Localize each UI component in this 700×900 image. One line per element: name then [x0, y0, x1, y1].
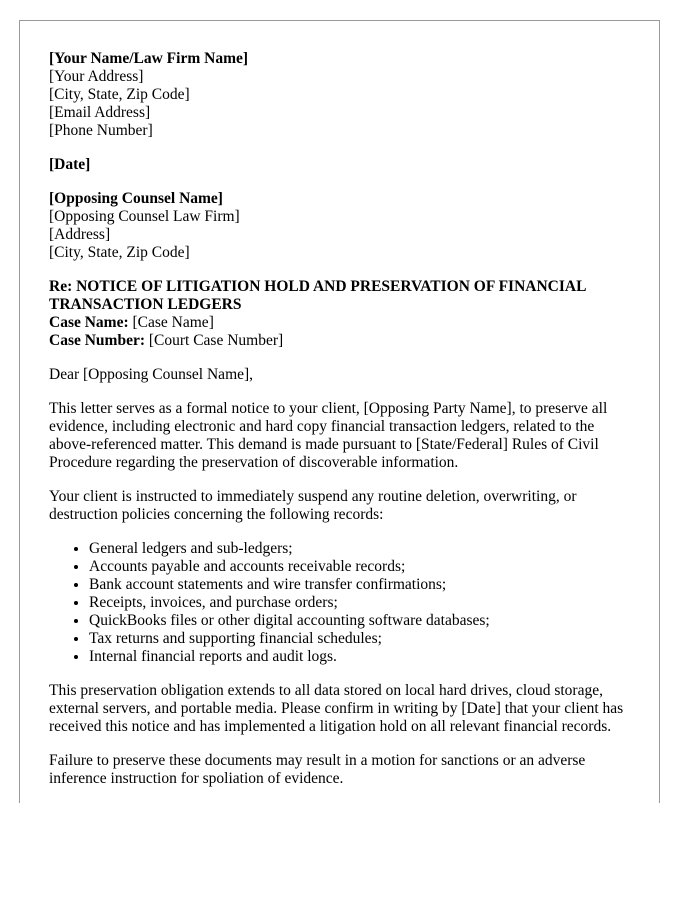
sender-block — [49, 50, 634, 140]
case-number-value: [Court Case Number] — [145, 332, 284, 349]
case-name-line — [49, 314, 634, 332]
sender-name-firm: [Your Name/Law Firm Name] — [49, 50, 249, 67]
sender-phone: [Phone Number] — [49, 122, 153, 139]
recipient-city-state-zip: [City, State, Zip Code] — [49, 244, 190, 261]
case-number-line — [49, 332, 634, 350]
paragraph-sanctions: Failure to preserve these documents may result in a motion for sanctions or an adverse inference instruction for spoliation of evidence. — [49, 752, 586, 787]
case-name-label: Case Name: — [49, 314, 129, 331]
list-item: • Receipts, invoices, and purchase orders; — [89, 594, 634, 612]
salutation: Dear [Opposing Counsel Name], — [49, 366, 254, 383]
sender-email: [Email Address] — [49, 104, 151, 121]
list-item: • Bank account statements and wire transfer confirmations; — [89, 576, 634, 594]
recipient-name: [Opposing Counsel Name] — [49, 190, 223, 207]
recipient-law-firm: [Opposing Counsel Law Firm] — [49, 208, 240, 225]
list-item: • QuickBooks files or other digital accounting software databases; — [89, 612, 634, 630]
letter-page — [19, 20, 660, 803]
paragraph-instruction: Your client is instructed to immediately suspend any routine deletion, overwriting, or destruction policies concerning the following records: — [49, 488, 577, 523]
paragraph-notice: This letter serves as a formal notice to your client, [Opposing Party Name], to preserve all evidence, including electronic and hard copy financial transaction ledgers, related to the above-referenced matter. This demand is made pursuant to [State/Federal] Rules of Civil Procedure regarding the preservation of discoverable information. — [49, 400, 608, 471]
list-item: • Internal financial reports and audit logs. — [89, 648, 634, 666]
sender-address: [Your Address] — [49, 68, 144, 85]
letter-body — [49, 50, 634, 803]
list-item: • Accounts payable and accounts receivable records; — [89, 558, 634, 576]
letter-date: [Date] — [49, 156, 91, 173]
paragraph-obligation: This preservation obligation extends to all data stored on local hard drives, cloud storage, external servers, and portable media. Please confirm in writing by [Date] that your client has received this notice and has implemented a litigation hold on all relevant financial records. — [49, 682, 624, 735]
date-block — [49, 156, 634, 174]
re-line: Re: NOTICE OF LITIGATION HOLD AND PRESERVATION OF FINANCIAL TRANSACTION LEDGERS — [49, 278, 586, 313]
list-item: • General ledgers and sub-ledgers; — [89, 540, 634, 558]
case-name-value: [Case Name] — [128, 314, 214, 331]
records-list — [49, 540, 634, 666]
list-item: • Tax returns and supporting financial schedules; — [89, 630, 634, 648]
recipient-block — [49, 190, 634, 262]
subject-block — [49, 278, 634, 350]
case-number-label: Case Number: — [49, 332, 145, 349]
sender-city-state-zip: [City, State, Zip Code] — [49, 86, 190, 103]
recipient-address: [Address] — [49, 226, 111, 243]
